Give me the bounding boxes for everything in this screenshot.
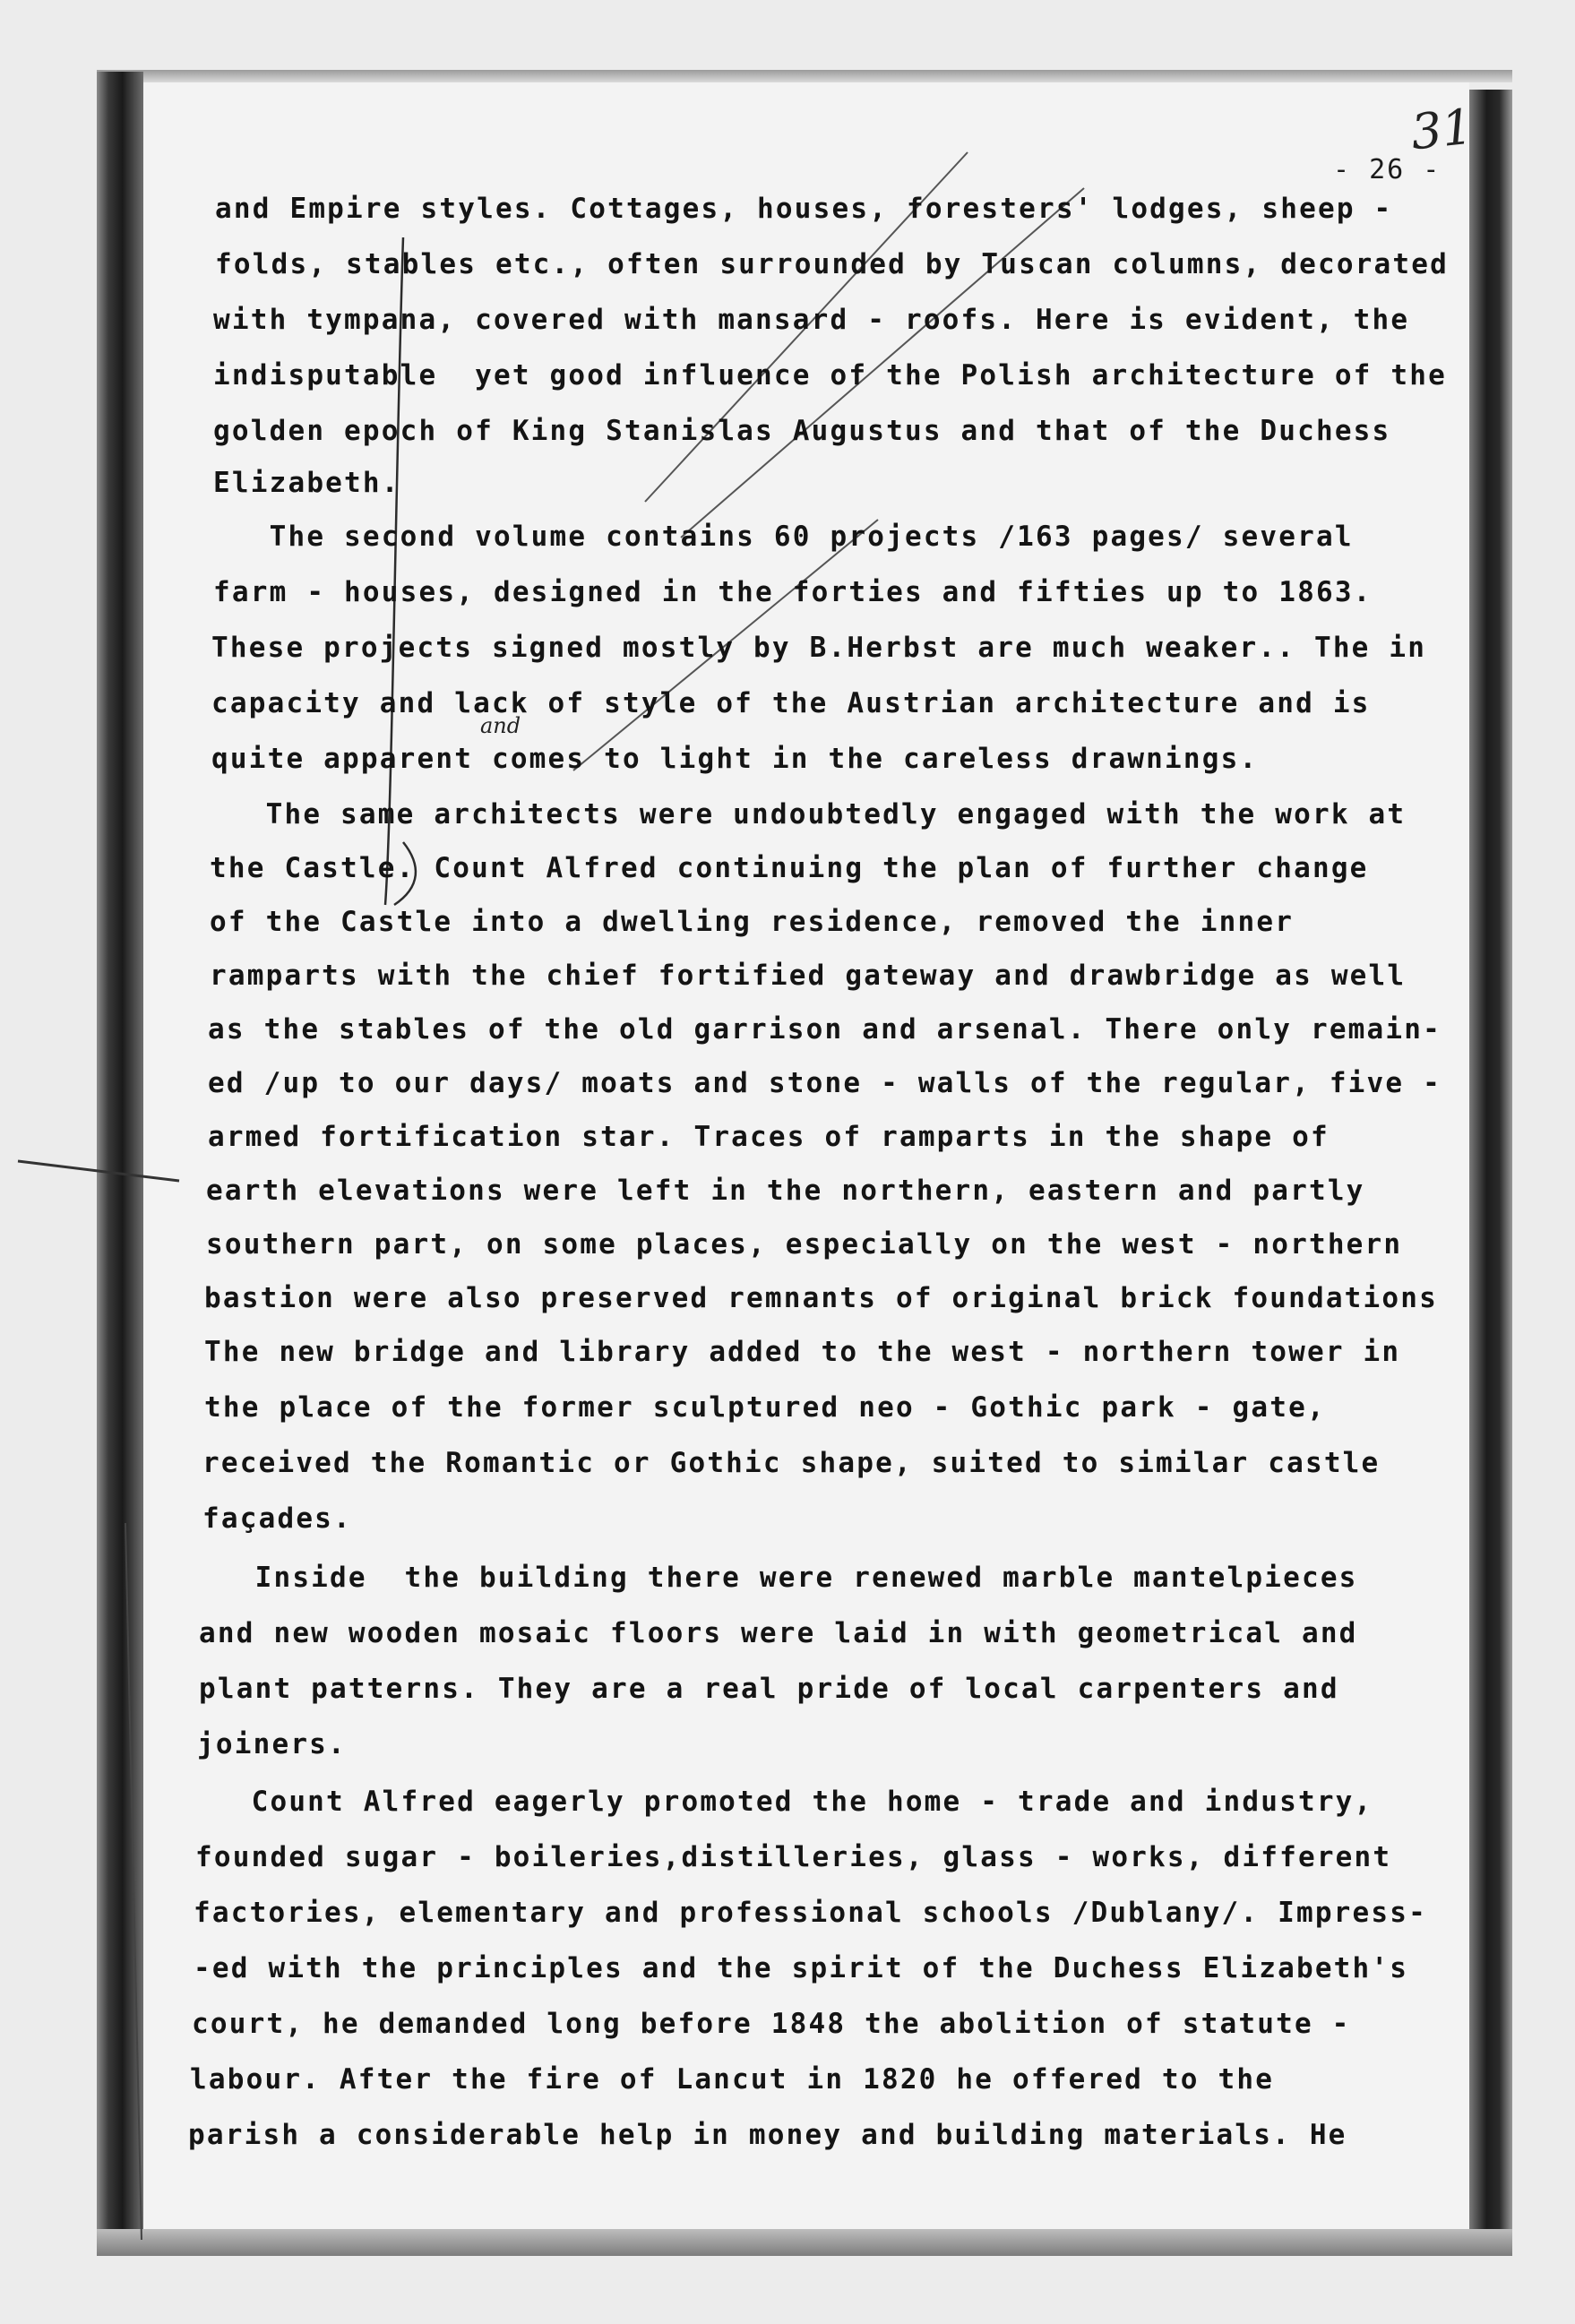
text-line: as the stables of the old garrison and arsenal. There only remain-: [208, 1013, 1442, 1046]
page-number: - 26 -: [1333, 154, 1442, 185]
text-line: the Castle. Count Alfred continuing the plan of further change: [210, 852, 1369, 884]
text-line: The second volume contains 60 projects /163 pages/ several: [213, 521, 1354, 553]
text-line: Inside the building there were renewed marble mantelpieces: [199, 1562, 1358, 1594]
text-line: Count Alfred eagerly promoted the home - trade and industry,: [195, 1786, 1373, 1818]
text-line: farm - houses, designed in the forties and fifties up to 1863.: [213, 576, 1373, 608]
handwritten-insertion: and: [480, 713, 521, 738]
text-line: ed /up to our days/ moats and stone - walls of the regular, five -: [208, 1067, 1442, 1099]
text-line: -ed with the principles and the spirit of the Duchess Elizabeth's: [194, 1952, 1409, 1984]
text-line: court, he demanded long before 1848 the abolition of statute -: [192, 2008, 1351, 2040]
text-line: earth elevations were left in the northern, eastern and partly: [206, 1175, 1365, 1207]
text-line: parish a considerable help in money and building materials. He: [188, 2119, 1347, 2151]
text-line: founded sugar - boileries,distilleries, glass - works, different: [195, 1841, 1392, 1873]
text-line: ramparts with the chief fortified gateway and drawbridge as well: [210, 960, 1407, 992]
text-line: with tympana, covered with mansard - roofs. Here is evident, the: [213, 304, 1410, 336]
text-line: the place of the former sculptured neo - Gothic park - gate,: [204, 1391, 1326, 1424]
text-line: armed fortification star. Traces of ramparts in the shape of: [208, 1121, 1330, 1153]
text-line: Elizabeth.: [213, 467, 400, 499]
text-line: indisputable yet good influence of the Polish architecture of the: [213, 359, 1447, 392]
text-line: façades.: [202, 1502, 352, 1535]
text-line: quite apparent comes to light in the careless drawnings.: [211, 743, 1259, 775]
text-line: capacity and lack of style of the Austrian architecture and is: [211, 687, 1371, 719]
text-line: and new wooden mosaic floors were laid in with geometrical and: [199, 1617, 1358, 1649]
text-line: plant patterns. They are a real pride of local carpenters and: [199, 1673, 1339, 1705]
text-line: factories, elementary and professional schools /Dublany/. Impress-: [194, 1897, 1427, 1929]
text-line: golden epoch of King Stanislas Augustus and that of the Duchess: [213, 415, 1391, 447]
text-line: folds, stables etc., often surrounded by Tuscan columns, decorated: [215, 248, 1449, 280]
handwritten-folio-number: 31: [1407, 98, 1476, 161]
text-line: received the Romantic or Gothic shape, suited to similar castle: [202, 1447, 1381, 1479]
text-line: These projects signed mostly by B.Herbst are much weaker.. The in: [211, 632, 1427, 664]
text-line: of the Castle into a dwelling residence, removed the inner: [210, 906, 1295, 938]
text-line: labour. After the fire of Lancut in 1820 he offered to the: [190, 2063, 1275, 2096]
text-line: southern part, on some places, especially on the west - northern: [206, 1228, 1403, 1261]
text-line: and Empire styles. Cottages, houses, foresters' lodges, sheep -: [215, 193, 1393, 225]
text-line: The new bridge and library added to the west - northern tower in: [204, 1336, 1401, 1368]
text-line: The same architects were undoubtedly engaged with the work at: [210, 798, 1407, 831]
text-line: joiners.: [197, 1728, 347, 1760]
text-line: bastion were also preserved remnants of original brick foundations: [204, 1282, 1438, 1314]
